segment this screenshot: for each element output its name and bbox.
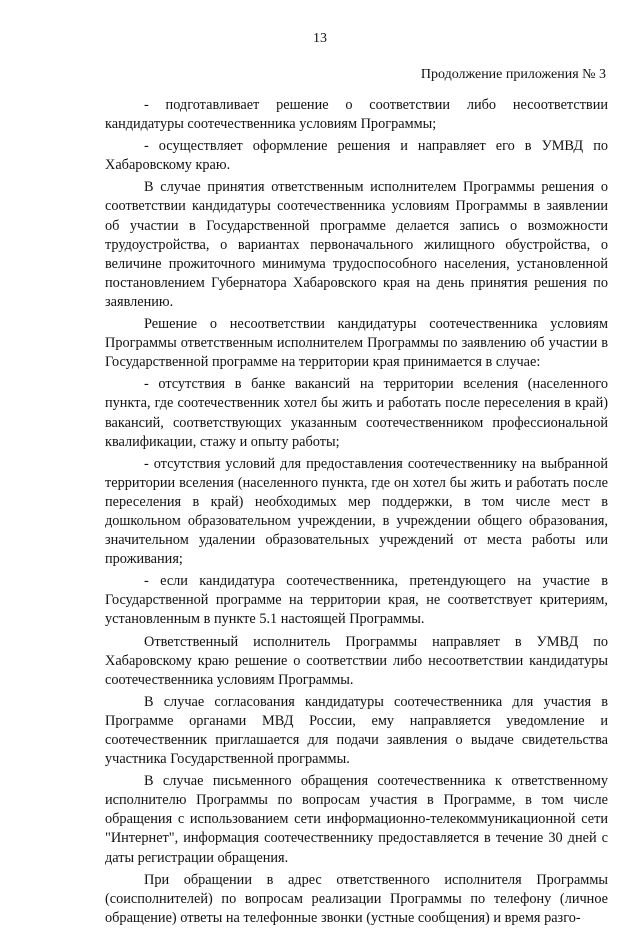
paragraph-send-to-umvd: Ответственный исполнитель Программы направляет в УМВД по Хабаровскому краю решение о соответствии либо несоответствии кандидатуры соотечественника условиям Программы. <box>105 633 608 688</box>
paragraph-written-request: В случае письменного обращения соотечественника к ответственному исполнителю Программы по вопросам участия в Программе, в том числе обращения с использованием сети информационно-телекоммуникационной сети "Интернет", информация соотечественнику предоставляется в течение 30 дней с даты регистрации обращения. <box>105 773 608 866</box>
document-body <box>105 96 608 928</box>
paragraph-criteria-mismatch: - если кандидатура соотечественника, претендующего на участие в Государственной программе на территории края, не соответствует критериям, установленным в пункте 5.1 настоящей Программы. <box>105 573 608 628</box>
page-number: 13 <box>313 31 327 46</box>
paragraph-no-support-conditions: - отсутствия условий для предоставления соотечественнику на выбранной территории вселения (населенного пункта, где он хотел бы жить и работать после переселения в край) необходимых мер поддержки, в том числе мест в дошкольном образовательном учреждении, в учреждении общего образования, значительном удалении образовательных учреждений от места работы или проживания; <box>105 455 608 568</box>
appendix-continuation-note: Продолжение приложения № 3 <box>420 67 606 82</box>
paragraph-issue-decision: - осуществляет оформление решения и направляет его в УМВД по Хабаровскому краю. <box>105 138 608 174</box>
paragraph-phone-request: При обращении в адрес ответственного исполнителя Программы (соисполнителей) по вопросам реализации Программы по телефону (личное обращение) ответы на телефонные звонки (устные сообщения) и время разго- <box>105 871 608 926</box>
paragraph-positive-decision: В случае принятия ответственным исполнителем Программы решения о соответствии кандидатуры соотечественника условиям Программы в заявлении об участии в Государственной программе делается запись о возможности трудоустройства, о вариантах первоначального жилищного обустройства, о величине прожиточного минимума трудоспособного населения, установленной постановлением Губернатора Хабаровского края на день принятия решения по заявлению. <box>105 179 608 310</box>
paragraph-no-vacancies: - отсутствия в банке вакансий на территории вселения (населенного пункта, где соотечественник хотел бы жить и работать после переселения в край) вакансий, соответствующих указанным соотечественником профессиональной квалификации, стажу и опыту работы; <box>105 376 608 450</box>
paragraph-negative-decision-intro: Решение о несоответствии кандидатуры соотечественника условиям Программы ответственным исполнителем Программы по заявлению об участии в Государственной программе на территории края принимается в случае: <box>105 316 608 371</box>
paragraph-mvd-approval: В случае согласования кандидатуры соотечественника для участия в Программе органами МВД России, ему направляется уведомление и соотечественник приглашается для подачи заявления о выдаче свидетельства участника Государственной программы. <box>105 693 608 768</box>
paragraph-prepare-decision: - подготавливает решение о соответствии либо несоответствии кандидатуры соотечественника условиям Программы; <box>105 97 608 133</box>
